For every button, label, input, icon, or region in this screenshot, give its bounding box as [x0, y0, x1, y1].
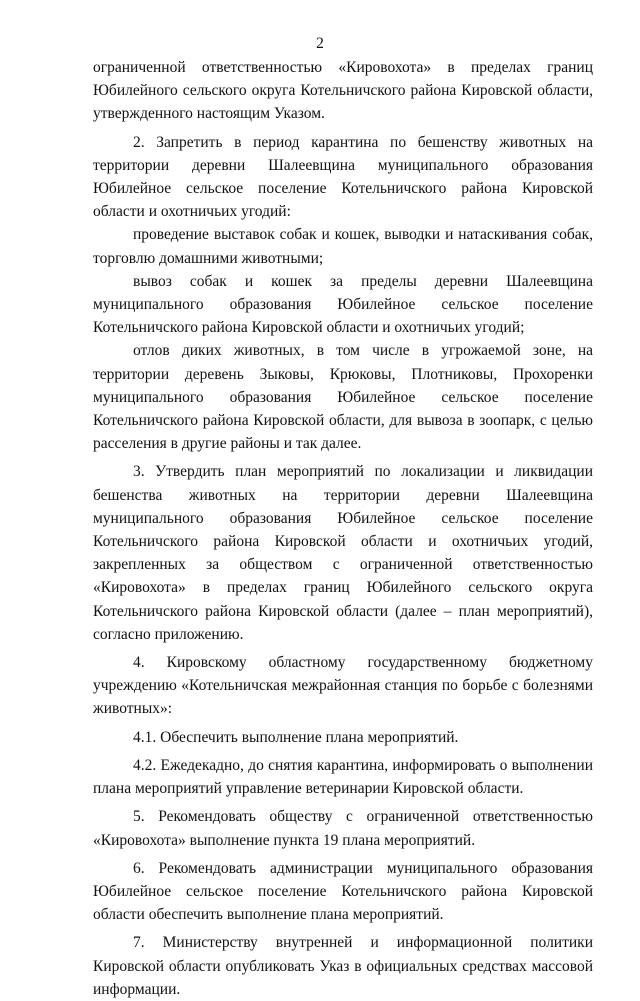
paragraph-item-2: 2. Запретить в период карантина по бешенству животных на территории деревни Шалеевщина муниципального образования Юбилейное сельское поселение Котельничского района Кировской области и охотничьих угодий:	[93, 133, 593, 221]
paragraph-item-4-1: 4.1. Обеспечить выполнение плана мероприятий.	[133, 728, 459, 746]
paragraph-continuation: ограниченной ответственностью «Кировохота» в пределах границ Юбилейного сельского округа Котельничского района Кировской области, утвержденного настоящим Указом.	[93, 59, 593, 123]
paragraph-item-3: 3. Утвердить план мероприятий по локализации и ликвидации бешенства животных на территории деревни Шалеевщина муниципального образования Юбилейное сельское поселение Котельничского района Кировской области и охотничьих угодий, закрепленных за обществом с ограниченной ответственностью «Кировохота» в пределах границ Юбилейного сельского округа Котельничского района Кировской области (далее – план мероприятий), согласно приложению.	[93, 463, 593, 643]
paragraph-item-4: 4. Кировскому областному государственному бюджетному учреждению «Котельничская межрайонная станция по борьбе с болезнями животных»:	[93, 654, 593, 718]
page-number: 2	[316, 35, 324, 52]
paragraph-item-4-2: 4.2. Ежедекадно, до снятия карантина, информировать о выполнении плана мероприятий управление ветеринарии Кировской области.	[93, 756, 593, 798]
paragraph-subitem-exhibitions: проведение выставок собак и кошек, выводки и натаскивания собак, торговлю домашними животными;	[93, 226, 593, 267]
paragraph-item-5: 5. Рекомендовать обществу с ограниченной ответственностью «Кировохота» выполнение пункта 19 плана мероприятий.	[93, 808, 593, 849]
paragraph-item-6: 6. Рекомендовать администрации муниципального образования Юбилейное сельское поселение Котельничского района Кировской области обеспечить выполнение плана мероприятий.	[93, 859, 593, 924]
paragraph-subitem-export: вывоз собак и кошек за пределы деревни Шалеевщина муниципального образования Юбилейное сельское поселение Котельничского района Кировской области и охотничьих угодий;	[93, 272, 593, 337]
paragraph-subitem-capture: отлов диких животных, в том числе в угрожаемой зоне, на территории деревень Зыковы, Крюковы, Плотниковы, Прохоренки муниципального образования Юбилейное сельское поселение Котельничского района Кировской области, для вывоза в зоопарк, с целью расселения в другие районы и так далее.	[93, 342, 593, 453]
paragraph-item-7: 7. Министерству внутренней и информационной политики Кировской области опубликовать Указ в официальных средствах массовой информации.	[93, 934, 593, 998]
document-body	[93, 56, 593, 1001]
